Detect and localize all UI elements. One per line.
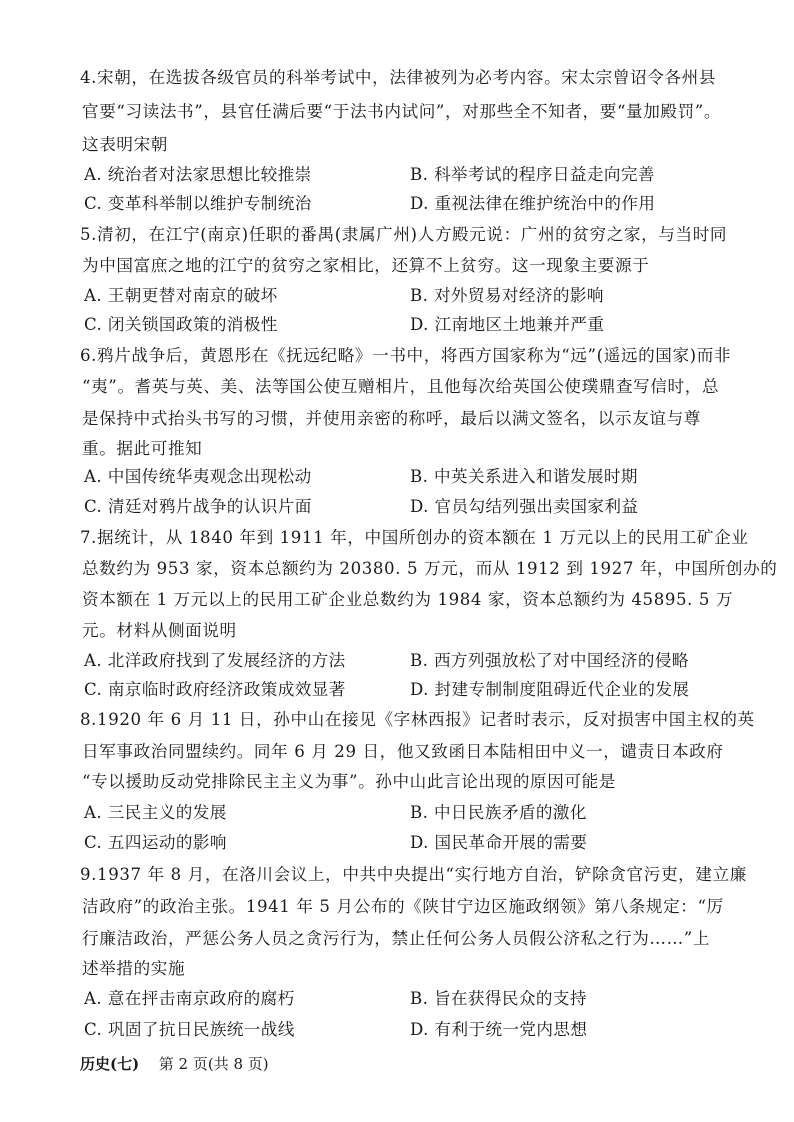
question-4-line-1: 4.宋朝，在选拔各级官员的科举考试中，法律被列为必考内容。宋太宗曾诏令各州县: [80, 68, 717, 87]
question-5-option-d[interactable]: D. 江南地区土地兼并严重: [410, 315, 605, 334]
question-7-option-a[interactable]: A. 北洋政府找到了发展经济的方法: [84, 651, 346, 670]
question-5-option-c[interactable]: C. 闭关锁国政策的消极性: [84, 315, 278, 334]
question-7-option-d[interactable]: D. 封建专制制度阻碍近代企业的发展: [410, 680, 690, 699]
question-8-option-a[interactable]: A. 三民主义的发展: [84, 803, 227, 822]
question-7-line-1: 7.据统计，从 1840 年到 1911 年，中国所创办的资本额在 1 万元以上的民用工矿企业: [80, 528, 749, 547]
question-6-option-b[interactable]: B. 中英关系进入和谐发展时期: [410, 467, 638, 486]
question-5-line-2: 为中国富庶之地的江宁的贫穷之家相比，还算不上贫穷。这一现象主要源于: [82, 256, 650, 275]
question-4-option-c[interactable]: C. 变革科举制以维护专制统治: [84, 194, 312, 213]
question-8-option-c[interactable]: C. 五四运动的影响: [84, 833, 227, 852]
question-4-option-d[interactable]: D. 重视法律在维护统治中的作用: [410, 194, 656, 213]
question-7-option-c[interactable]: C. 南京临时政府经济政策成效显著: [84, 680, 346, 699]
question-9-line-4: 述举措的实施: [82, 959, 186, 978]
question-6-option-d[interactable]: D. 官员勾结列强出卖国家利益: [410, 497, 639, 516]
question-6-option-a[interactable]: A. 中国传统华夷观念出现松动: [84, 467, 312, 486]
question-8-option-b[interactable]: B. 中日民族矛盾的激化: [410, 803, 587, 822]
question-8-option-d[interactable]: D. 国民革命开展的需要: [410, 833, 588, 852]
question-7-line-4: 元。材料从侧面说明: [82, 621, 237, 640]
question-4-option-a[interactable]: A. 统治者对法家思想比较推崇: [84, 165, 312, 184]
question-9-option-c[interactable]: C. 巩固了抗日民族统一战线: [84, 1020, 295, 1039]
footer-subject: 历史(七): [80, 1055, 140, 1073]
question-4-option-b[interactable]: B. 科举考试的程序日益走向完善: [410, 165, 655, 184]
question-6-line-2: “夷”。耆英与英、美、法等国公使互赠相片，且他每次给英国公使璞鼎查写信时，总: [82, 377, 720, 396]
question-6-line-4: 重。据此可推知: [82, 439, 203, 458]
question-8-line-3: “专以援助反动党排除民主主义为事”。孙中山此言论出现的原因可能是: [82, 772, 616, 791]
footer-page-number: 第 2 页(共 8 页): [158, 1055, 269, 1073]
question-9-line-2: 洁政府”的政治主张。1941 年 5 月公布的《陕甘宁边区施政纲领》第八条规定：“厉: [82, 897, 724, 916]
question-9-line-3: 行廉洁政治，严惩公务人员之贪污行为，禁止任何公务人员假公济私之行为……”上: [82, 929, 711, 948]
page-footer: [80, 1054, 269, 1074]
question-4-line-3: 这表明宋朝: [82, 135, 168, 154]
question-9-line-1: 9.1937 年 8 月，在洛川会议上，中共中央提出“实行地方自治，铲除贪官污吏，建立廉: [80, 865, 747, 884]
question-6-option-c[interactable]: C. 清廷对鸦片战争的认识片面: [84, 497, 312, 516]
question-8-line-1: 8.1920 年 6 月 11 日，孙中山在接见《字林西报》记者时表示，反对损害中国主权的英: [80, 710, 755, 729]
question-9-option-a[interactable]: A. 意在抨击南京政府的腐朽: [84, 989, 295, 1008]
question-5-option-b[interactable]: B. 对外贸易对经济的影响: [410, 286, 604, 305]
question-7-option-b[interactable]: B. 西方列强放松了对中国经济的侵略: [410, 651, 689, 670]
question-9-option-d[interactable]: D. 有利于统一党内思想: [410, 1020, 588, 1039]
question-6-line-1: 6.鸦片战争后，黄恩彤在《抚远纪略》一书中，将西方国家称为“远”(遥远的国家)而非: [80, 346, 732, 365]
question-4-line-2: 官要“习读法书”，县官任满后要“于法书内试问”，对那些全不知者，要“量加殿罚”。: [82, 102, 722, 121]
question-6-line-3: 是保持中式抬头书写的习惯，并使用亲密的称呼，最后以满文签名，以示友谊与尊: [82, 409, 701, 428]
question-7-line-2: 总数约为 953 家，资本总额约为 20380. 5 万元，而从 1912 到 1927 年，中国所创办的: [82, 559, 778, 578]
question-5-line-1: 5.清初，在江宁(南京)任职的番禺(隶属广州)人方殿元说：广州的贫穷之家，与当时同: [80, 225, 728, 244]
question-9-option-b[interactable]: B. 旨在获得民众的支持: [410, 989, 587, 1008]
question-8-line-2: 日军事政治同盟续约。同年 6 月 29 日，他又致函日本陆相田中义一，谴责日本政府: [82, 742, 724, 761]
question-5-option-a[interactable]: A. 王朝更替对南京的破坏: [84, 286, 278, 305]
question-7-line-3: 资本额在 1 万元以上的民用工矿企业总数约为 1984 家，资本总额约为 45895. 5 万: [82, 590, 734, 609]
